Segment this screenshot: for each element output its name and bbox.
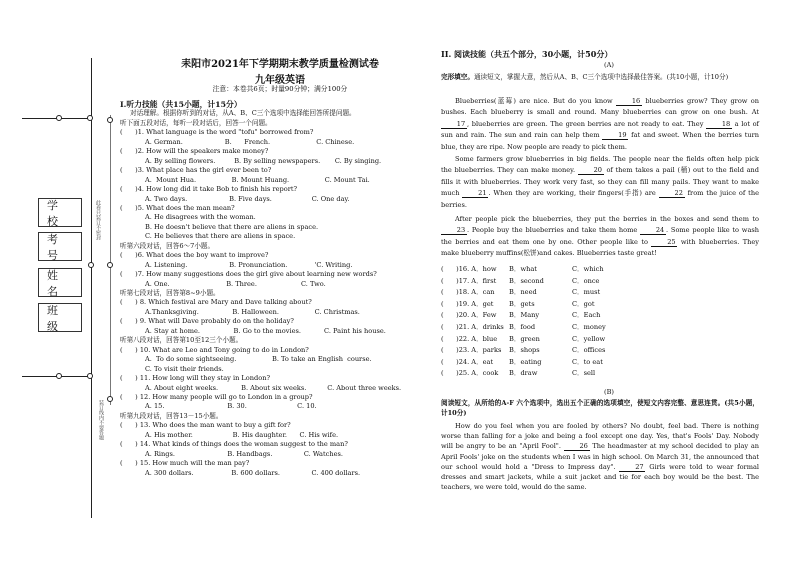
blank-23[interactable]: 23 [441,226,467,235]
answer-choice-a[interactable]: ( )20. A．Few [441,311,497,320]
question-line: A. German. B. French. C. Chinese. [145,137,355,146]
passage-text: . People buy the blueberries and take them home [467,226,641,235]
answer-choice-a[interactable]: ( )19. A．get [441,299,494,308]
question-line: ( ) 9. What will Dave probably do on the holiday? [120,317,294,326]
answer-choice-a[interactable]: ( )23. A．parks [441,346,502,355]
passage-text: Girls were told to wear formal dresses and smart jackets, while a suit jacket and tie for each boy would be the best. The teachers, we were told, would do the same. [441,462,759,492]
question-line: A. 15. B. 30. C. 10. [145,402,317,411]
blank-27[interactable]: 27 [619,463,645,472]
passage-text: , blueberries are green. The green berries are not ready to eat. They [467,119,707,128]
question-line: A. He disagrees with the woman. [145,213,256,222]
question-line: A. About eight weeks. B. About six weeks. C. About three weeks. [145,383,402,392]
passage-text: a lot of sun and rain. The sun and rain can help them [441,119,760,140]
passage-text: . When they are working, their fingers(手指) are [488,189,659,198]
answer-choice-b[interactable]: B．green [509,334,540,343]
passage-text: . Some people like to wash the berries and eat them one by one. Other people like to [441,226,760,246]
answer-choice-b[interactable]: B．shops [509,346,540,355]
passage-text: The headmaster at my school decided to play an April Fools' joke on the students when I was in high school. On March 31, the announced that our school would hold a "Dress to Impress day". [441,442,759,471]
answer-choice-a[interactable]: ( )17. A．first [441,276,497,285]
answer-choice-b[interactable]: B．what [509,265,537,273]
question-line: B. He doesn't believe that there are aliens in space. [145,222,319,231]
question-line: A. Stay at home. B. Go to the movies. C. Paint his house. [145,326,386,335]
blank-26[interactable]: 26 [564,442,590,451]
blank-18[interactable]: 18 [706,120,732,129]
answer-choice-a[interactable]: ( )21. A．drinks [441,323,504,331]
blank-22[interactable]: 22 [659,189,685,198]
answer-choice-c[interactable]: C．to eat [572,357,603,366]
exam-title: 耒阳市2021年下学期期末教学质量检测试卷 [181,59,379,70]
question-line: A. Two days. B. Five days. C. One day. [145,194,350,203]
question-line: A. One. B. Three. C. Two. [145,279,326,288]
question-line: C. He believes that there are aliens in space. [145,232,296,241]
question-line: ( ) 12. How many people will go to London in a group? [120,392,313,401]
part-b-instruction: 阅读短文，从所给的A-F 六个选项中，选出五个正确的选项填空，使短文内容完整、意思连贯。(共5小题，计10分) [441,399,759,417]
question-line: ( ) 14. What kinds of things does the woman suggest to the man? [120,440,348,449]
question-line: ( )3. What place has the girl ever been to? [120,166,272,175]
part-a-instruction: 完形填空。通读短文，掌握大意，然后从A、B、C三个选项中选择最佳答案。(共10小题，计10分) [441,73,729,81]
question-line: ( )1. What language is the word "tofu" borrowed from? [120,128,314,137]
question-line: ( ) 11. How long will they stay in London? [120,374,270,383]
question-line: ( )4. How long did it take Bob to finish his report? [120,185,298,194]
passage-text: After people pick the blueberries, they put the berries in the boxes and send them to [455,215,759,223]
answer-choice-c[interactable]: C．money [572,323,606,331]
passage-text: How do you feel when you are fooled by others? No doubt, feel bad. There is nothing worse than falling for a joke and being a fool except one day. Yes, that's Fools' Day. Nobody will be angry to be an "April Fool". [441,422,759,451]
passage-text: blueberries grow? They grow on bushes. Each blueberry is small and round. Many blueberries can grow on one bush. At [441,97,759,117]
binding-hole [56,115,62,121]
passage-text: fat and sweet. When the berries turn blue, they are ripe. Now people are ready to pick them. [441,131,759,151]
answer-choice-c[interactable]: C．Each [572,311,601,320]
passage-text: of them takes a pail (桶) out to the field and fills it with blueberries. They work very fast, so they can fill many pails. They want to make much [441,166,760,198]
seal-text: 此卷只装订不密封 [95,200,101,240]
binding-hole [107,396,113,402]
school-box[interactable]: 学校 [38,198,82,227]
answer-choice-b[interactable]: B．Many [509,311,540,320]
binding-hole [56,373,62,379]
section-heading: I.听力技能（共15小题，计15分） [120,100,242,109]
binding-hole [107,117,113,123]
binding-hole [88,262,94,268]
answer-choice-c[interactable]: C．got [572,299,595,308]
blank-16[interactable]: 16 [616,97,642,106]
question-line: A. Mount Hua. B. Mount Huang. C. Mount Tai. [145,175,370,184]
question-line: A. His mother. B. His daughter. C. His wife. [145,430,339,439]
question-line: A. 300 dollars. B. 600 dollars. C. 400 dollars. [145,468,361,477]
exam-note: 注意：本卷共6页；时量90分钟；满分100分 [212,85,348,93]
answer-choice-a[interactable]: ( )18. A．can [441,288,495,297]
question-line: A. By selling flowers. B. By selling newspapers. C. By singing. [145,156,382,165]
blank-24[interactable]: 24 [640,226,666,235]
question-line: 听下面五段对话，每听一段对话后，回答一个问题。 [120,118,272,127]
binding-hole [87,373,93,379]
answer-choice-c[interactable]: C．offices [572,346,606,355]
passage-text: with blueberries. They make blueberry muffins(松饼)and cakes. Blueberries taste great! [441,237,759,258]
subject-title: 九年级英语 [255,75,305,86]
binding-line-margin [110,115,111,405]
passage-a-para-2 [441,154,759,211]
passage-text: from the juice of the berries. [441,189,759,209]
answer-choice-b[interactable]: B．draw [509,369,538,378]
class-box[interactable]: 班级 [38,303,82,332]
blank-17[interactable]: 17 [441,120,467,129]
passage-a-para-1 [441,96,759,153]
answer-choice-c[interactable]: C．once [572,276,600,285]
answer-choice-a[interactable]: ( )16. A．how [441,265,497,273]
passage-text: Blueberries(蓝莓) are nice. But do you know [455,97,617,105]
question-line: ( )7. How many suggestions does the girl give about learning new words? [120,270,377,279]
question-line: ( ) 15. How much will the man pay? [120,459,250,468]
passage-b-para-1 [441,421,759,492]
answer-choice-c[interactable]: C．yellow [572,334,606,343]
options-table [441,263,761,381]
part-b-label: (B) [604,388,614,396]
passage-text: Some farmers grow blueberries in big fields. The people near the fields often help pick the blueberries. They can make money. [441,155,759,175]
answer-choice-b[interactable]: B．need [509,288,537,297]
answer-choice-c[interactable]: C．sell [572,369,596,378]
binding-line [91,58,92,518]
question-line: A.Thanksgiving. B. Halloween. C. Christmas. [145,307,360,316]
question-line: C. To visit their friends. [145,364,224,373]
question-line: A. Listening. B. Pronunciation. 'C. Writing. [145,260,353,269]
question-line: ( ) 10. What are Leo and Tony going to do in London? [120,345,309,354]
answer-choice-b[interactable]: B．gets [509,299,535,308]
question-line: ( ) 8. Which festival are Mary and Dave talking about? [120,298,312,307]
answer-choice-c[interactable]: C．which [572,265,604,273]
answer-choice-a[interactable]: ( )24. A．eat [441,357,494,366]
passage-a-para-3 [441,214,759,260]
blank-21[interactable]: 21 [462,189,488,198]
answer-choice-a[interactable]: ( )22. A．blue [441,334,498,343]
question-line: ( )5. What does the man mean? [120,203,235,212]
answer-choice-a[interactable]: ( )25. A．cook [441,369,499,378]
blank-20[interactable]: 20 [578,166,604,175]
question-line: ( ) 13. Who does the man want to buy a gift for? [120,421,291,430]
question-line: A. To do some sightseeing. B. To take an English course. [145,355,372,364]
blank-19[interactable]: 19 [602,131,628,140]
part-a-label: (A) [604,61,614,69]
answer-choice-c[interactable]: C．must [572,288,601,297]
section2-heading: II. 阅读技能（共五个部分，30小题，计50分） [441,49,613,59]
question-line: ( )6. What does the boy want to improve? [120,251,269,260]
exam-number-box[interactable]: 考号 [38,232,82,261]
question-line: 听第六段对话，回答6～7小题。 [120,241,215,250]
binding-hole [87,115,93,121]
question-line: 听第八段对话，回答第10至12三个小题。 [120,336,243,345]
blank-25[interactable]: 25 [651,238,677,247]
bottom-warning-text: 装订线内不要答题 [98,400,104,440]
binding-hole [107,262,113,268]
question-line: A. Rings. B. Handbags. C. Watches. [145,449,343,458]
answer-choice-b[interactable]: B．second [509,276,544,285]
question-line: 对话理解。根据你听到的对话，从A、B、C三个选项中选择能回答所提问题。 [130,109,356,118]
question-line: ( )2. How will the speakers make money? [120,147,269,156]
name-box[interactable]: 姓名 [38,268,82,297]
answer-choice-b[interactable]: B．eating [509,357,542,366]
answer-choice-b[interactable]: B．food [509,323,536,331]
question-line: 听第九段对话，回答13－15小题。 [120,411,223,420]
question-line: 听第七段对话，回答第8~9小题。 [120,289,220,297]
